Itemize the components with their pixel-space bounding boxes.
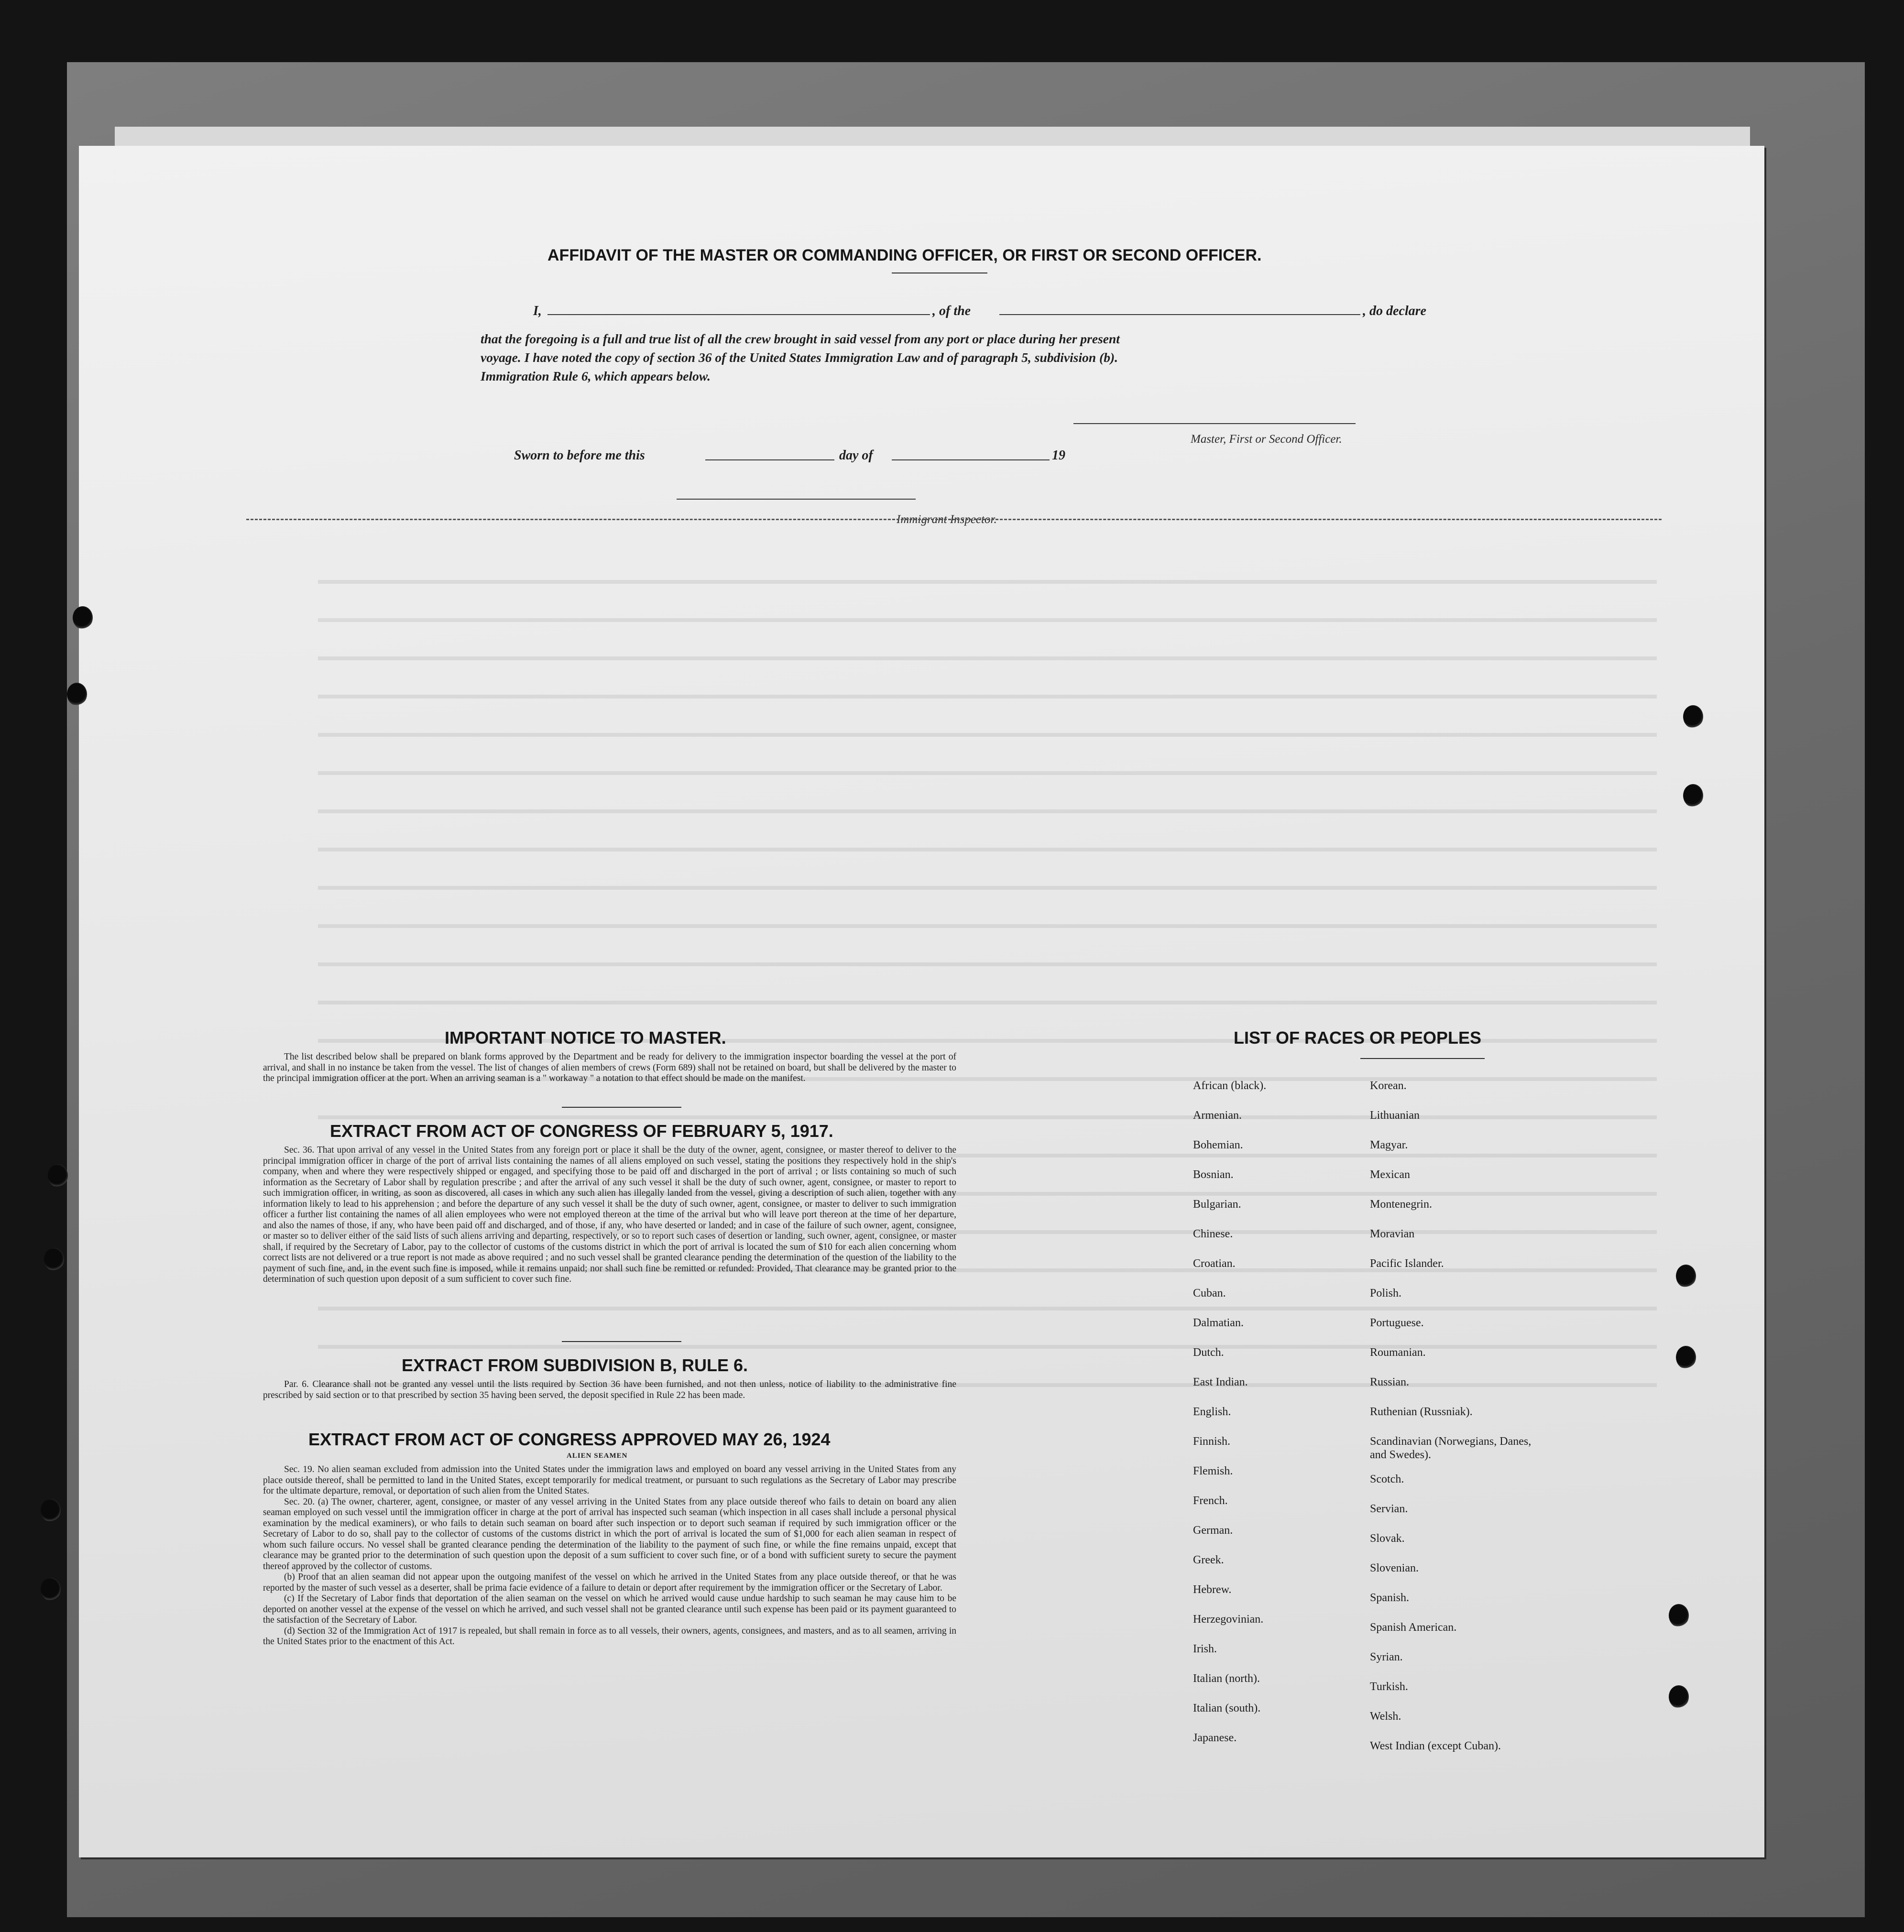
race-item: French.	[1193, 1495, 1228, 1507]
extract-1917-body	[263, 1145, 956, 1285]
day-of-label: day of	[839, 448, 873, 463]
punch-hole	[1676, 1265, 1696, 1288]
extract-1917-title: EXTRACT FROM ACT OF CONGRESS OF FEBRUARY 5, 1917.	[330, 1121, 833, 1141]
punch-hole	[1683, 705, 1703, 728]
punch-hole	[44, 1248, 64, 1271]
punch-hole	[41, 1578, 61, 1601]
race-item: Spanish.	[1370, 1592, 1410, 1604]
races-column-1	[1193, 1071, 1266, 1753]
sworn-day-blank[interactable]	[705, 459, 834, 460]
race-item: Bosnian.	[1193, 1168, 1234, 1181]
race-item: Italian (north).	[1193, 1672, 1260, 1685]
extract-1924-body	[263, 1464, 956, 1648]
master-signature-line[interactable]	[1073, 423, 1356, 424]
sworn-month-blank[interactable]	[892, 459, 1050, 460]
extract-1917-divider	[562, 1341, 681, 1342]
race-item: Armenian.	[1193, 1109, 1242, 1122]
sec-20a-paragraph: Sec. 20. (a) The owner, charterer, agent, consignee, or master of any vessel arriving in the United States from any place outside thereof who fails to detain on board any alien seaman employed on such vessel until the immigration officer in charge at the port of arrival has inspected such seaman (which inspection in all cases shall include a personal physical examination by the medical examiners), or who fails to detain such seaman on board after such inspection or to deport such seaman if required by such immigration officer or the Secretary of Labor to do so, shall pay to the collector of customs of the customs district in which the port of arrival is located the sum of $1,000 for each alien seaman in respect of whom such failure occurs. No vessel shall be granted clearance pending the determination of the liability to the payment of such fine, or while the fine remains unpaid, except that clearance may be granted prior to the determination of such question upon the deposit of a sum sufficient to cover such fine, or of a bond with sufficient surety to secure the payment thereof approved by the collector of customs.	[263, 1496, 956, 1572]
notice-body	[263, 1052, 956, 1084]
affidavit-body-line-3: Immigration Rule 6, which appears below.	[481, 369, 711, 383]
race-item: Korean.	[1370, 1080, 1407, 1092]
race-item: Welsh.	[1370, 1710, 1401, 1723]
races-divider	[1360, 1058, 1485, 1059]
sworn-label: Sworn to before me this	[514, 448, 645, 463]
notice-paragraph: The list described below shall be prepared on blank forms approved by the Department and be ready for delivery to the immigration inspector boarding the vessel at the port of arrival, and shall in no instance be taken from the vessel. The list of changes of alien members of crews (Form 689) shall not be retained on board, but shall be delivered by the master to the principal immigration officer at the port. When an arriving seaman is a " workaway " a notation to that effect should be made on the manifest.	[263, 1052, 956, 1083]
race-item: Dalmatian.	[1193, 1317, 1244, 1329]
race-item: Japanese.	[1193, 1732, 1237, 1744]
race-item: Scandinavian (Norwegians, Danes, and Swedes).	[1370, 1435, 1532, 1461]
name-blank[interactable]	[547, 314, 930, 315]
race-item: Turkish.	[1370, 1681, 1408, 1693]
extract-rule6-title: EXTRACT FROM SUBDIVISION B, RULE 6.	[402, 1355, 748, 1375]
punch-hole	[41, 1499, 61, 1522]
race-item: Syrian.	[1370, 1651, 1403, 1663]
punch-hole	[73, 606, 93, 629]
punch-hole	[1676, 1346, 1696, 1369]
punch-hole	[1669, 1604, 1689, 1627]
race-item: Russian.	[1370, 1376, 1410, 1388]
race-item: Lithuanian	[1370, 1109, 1420, 1122]
race-item: Moravian	[1370, 1228, 1415, 1240]
master-signature-caption: Master, First or Second Officer.	[1191, 433, 1342, 446]
race-item: Magyar.	[1370, 1139, 1408, 1151]
extract-rule6-body	[263, 1379, 956, 1401]
race-item: Dutch.	[1193, 1346, 1224, 1359]
affidavit-title: AFFIDAVIT OF THE MASTER OR COMMANDING OFFICER, OR FIRST OR SECOND OFFICER.	[547, 246, 1262, 264]
race-item: Hebrew.	[1193, 1583, 1232, 1596]
race-item: Italian (south).	[1193, 1702, 1261, 1714]
affidavit-body-line-1: that the foregoing is a full and true list of all the crew brought in said vessel from any port or place during her present	[481, 331, 1120, 346]
race-item: Slovak.	[1370, 1532, 1405, 1545]
extract-1924-subtitle: ALIEN SEAMEN	[567, 1452, 628, 1460]
race-item: Roumanian.	[1370, 1346, 1426, 1359]
sec-36-paragraph: Sec. 36. That upon arrival of any vessel in the United States from any foreign port or place it shall be the duty of the owner, agent, consignee, or master thereof to deliver to the principal immigration officer in charge of the port of arrival lists containing the names of all aliens employed on such vessel, stating the positions they respectively hold in the ship's company, when and where they were respectively shipped or engaged, and specifying those to be paid off and discharged in the port of arrival ; or lists containing so much of such information as the Secretary of Labor shall by regulation prescribe ; and after the arrival of any such vessel it shall be the duty of such owner, agent, consignee, or master to report to such immigration officer, in writing, as soon as discovered, all cases in which any such alien has illegally landed from the vessel, giving a description of such alien, together with any information likely to lead to his apprehension ; and before the departure of any such vessel it shall be the duty of such owner, agent, consignee, or master to deliver to such immigration officer a further list containing the names of all alien employees who were not employed thereon at the time of the arrival but who will leave port thereon at the time of her departure, and also the names of those, if any, who have been paid off and discharged, and of those, if any, who have deserted or landed; and in case of the failure of such owner, agent, consignee, or master so to deliver either of the said lists of such aliens arriving and departing, respectively, or so to report such cases of desertion or landing, such owner, agent, consignee, or master shall, if required by the Secretary of Labor, pay to the collector of customs of the customs district in which the port of arrival is located the sum of $10 for each alien concerning whom correct lists are not delivered or a true report is not made as above required ; and no such vessel shall be granted clearance pending the determination of the question of the liability to the payment of such fine, and, in the event such fine is imposed, while it remains unpaid; nor shall such fine be remitted or refunded: Provided, That clearance may be granted prior to the determination of such question upon deposit of a sum sufficient to cover such fine.	[263, 1145, 956, 1284]
race-item: Herzegovinian.	[1193, 1613, 1264, 1626]
race-item: Greek.	[1193, 1554, 1224, 1566]
punch-hole	[48, 1164, 68, 1187]
race-item: Flemish.	[1193, 1465, 1233, 1477]
affidavit-i-label: I,	[533, 304, 542, 318]
vessel-blank[interactable]	[999, 314, 1360, 315]
punch-hole	[67, 683, 87, 706]
race-item: English.	[1193, 1406, 1231, 1418]
race-item: Finnish.	[1193, 1435, 1231, 1448]
tear-line	[246, 519, 1662, 520]
sec-20d-paragraph: (d) Section 32 of the Immigration Act of 1917 is repealed, but shall remain in force as to all vessels, their owners, agents, consignees, and masters, and as to all seamen, arriving in the United States prior to the enactment of this Act.	[263, 1626, 956, 1647]
race-item: Pacific Islander.	[1370, 1257, 1444, 1270]
race-item: Spanish American.	[1370, 1621, 1457, 1634]
race-item: Mexican	[1370, 1168, 1410, 1181]
race-item: Bulgarian.	[1193, 1198, 1241, 1211]
race-item: Polish.	[1370, 1287, 1402, 1299]
race-item: Ruthenian (Russniak).	[1370, 1406, 1473, 1418]
race-item: Chinese.	[1193, 1228, 1233, 1240]
races-title: LIST OF RACES OR PEOPLES	[1234, 1028, 1482, 1048]
race-item: East Indian.	[1193, 1376, 1248, 1388]
race-item: Montenegrin.	[1370, 1198, 1432, 1211]
race-item: African (black).	[1193, 1080, 1267, 1092]
sec-20b-paragraph: (b) Proof that an alien seaman did not appear upon the outgoing manifest of the vessel on which he arrived in the United States from any place outside thereof, or that he was reported by the master of such vessel as a deserter, shall be prima facie evidence of a failure to detain or deport after requirement by the immigration officer or the Secretary of Labor.	[263, 1572, 956, 1593]
year-label: 19	[1052, 448, 1065, 463]
extract-1924-title: EXTRACT FROM ACT OF CONGRESS APPROVED MAY 26, 1924	[308, 1430, 831, 1449]
race-item: Croatian.	[1193, 1257, 1236, 1270]
race-item: German.	[1193, 1524, 1233, 1537]
notice-title: IMPORTANT NOTICE TO MASTER.	[445, 1028, 726, 1048]
inspector-signature-line[interactable]	[677, 499, 916, 500]
punch-hole	[1683, 784, 1703, 807]
race-item: Slovenian.	[1370, 1562, 1419, 1574]
races-column-2	[1370, 1071, 1532, 1761]
affidavit-of-the-label: , of the	[932, 304, 971, 318]
document-page	[79, 146, 1764, 1857]
race-item: West Indian (except Cuban).	[1370, 1740, 1501, 1752]
race-item: Scotch.	[1370, 1473, 1404, 1485]
sec-20c-paragraph: (c) If the Secretary of Labor finds that deportation of the alien seaman on the vessel on which he arrived would cause undue hardship to such seaman he may cause him to be deported on another vessel at the expense of the vessel on which he arrived, and such vessel shall not be granted clearance until such expense has been paid or its payment guaranteed to the satisfaction of the Secretary of Labor.	[263, 1594, 956, 1625]
punch-hole	[1669, 1685, 1689, 1708]
race-item: Cuban.	[1193, 1287, 1226, 1299]
affidavit-declare-label: , do declare	[1363, 304, 1426, 318]
race-item: Irish.	[1193, 1643, 1217, 1655]
race-item: Servian.	[1370, 1503, 1408, 1515]
inspector-caption: Immigrant Inspector.	[897, 513, 997, 526]
notice-divider	[562, 1107, 681, 1108]
affidavit-body-line-2: voyage. I have noted the copy of section 36 of the United States Immigration Law and of paragraph 5, subdivision (b).	[481, 350, 1118, 365]
race-item: Portuguese.	[1370, 1317, 1424, 1329]
par-6-paragraph: Par. 6. Clearance shall not be granted any vessel until the lists required by Section 36 have been furnished, and not then unless, notice of liability to the administrative fine prescribed by said section or to that prescribed by section 35 having been served, the deposit specified in Rule 22 has been made.	[263, 1379, 956, 1400]
race-item: Bohemian.	[1193, 1139, 1243, 1151]
sec-19-paragraph: Sec. 19. No alien seaman excluded from admission into the United States under the immigration laws and employed on board any vessel arriving in the United States from any place outside thereof, shall be permitted to land in the United States, except temporarily for medical treatment, or pursuant to such regulations as the Secretary of Labor may prescribe for the ultimate departure, removal, or deportation of such alien from the United States.	[263, 1464, 956, 1496]
